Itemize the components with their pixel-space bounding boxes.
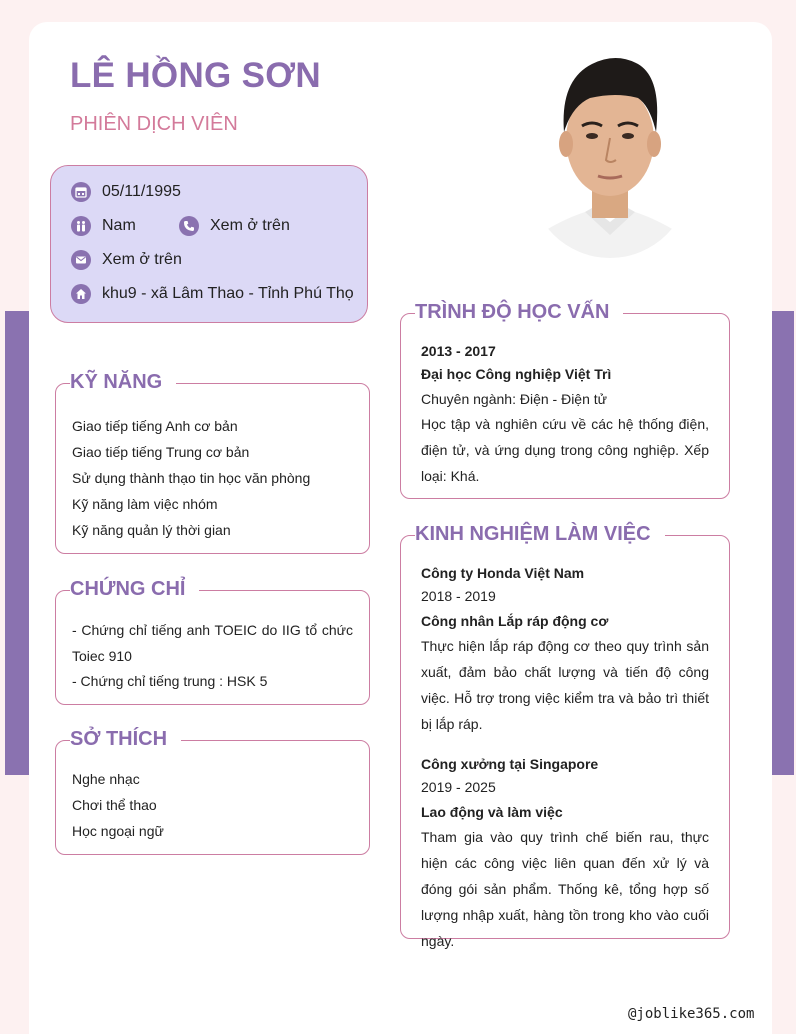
list-item: Nghe nhạc <box>72 771 140 787</box>
list-item: Chơi thể thao <box>72 797 157 813</box>
job-company: Công ty Honda Việt Nam <box>421 565 585 581</box>
gender-value: Nam <box>102 217 136 234</box>
hobbies-section <box>55 740 370 855</box>
email-value[interactable]: Xem ở trên <box>102 251 182 268</box>
gender-row <box>71 216 136 236</box>
list-item: Kỹ năng quản lý thời gian <box>72 522 231 538</box>
education-section <box>400 313 730 499</box>
watermark: @joblike365.com <box>628 1006 755 1022</box>
job-position: Lao động và làm việc <box>421 804 563 820</box>
phone-value[interactable]: Xem ở trên <box>210 217 290 234</box>
candidate-name: LÊ HỒNG SƠN <box>70 56 321 95</box>
education-school: Đại học Công nghiệp Việt Trì <box>421 366 612 382</box>
list-item: Sử dụng thành thạo tin học văn phòng <box>72 470 311 486</box>
address-row <box>71 284 354 304</box>
skills-heading: KỸ NĂNG <box>70 371 176 394</box>
hobbies-heading: SỞ THÍCH <box>70 728 181 751</box>
list-item: Kỹ năng làm việc nhóm <box>72 496 218 512</box>
gender-icon <box>71 216 91 236</box>
experience-heading: KINH NGHIỆM LÀM VIỆC <box>415 523 665 546</box>
job-years: 2019 - 2025 <box>421 779 496 795</box>
left-decor-band <box>5 311 29 775</box>
address-value: khu9 - xã Lâm Thao - Tỉnh Phú Thọ <box>102 285 354 302</box>
phone-row <box>179 216 290 236</box>
certificate-item: - Chứng chỉ tiếng trung : HSK 5 <box>72 673 268 689</box>
birthday-value: 05/11/1995 <box>102 183 181 200</box>
education-heading: TRÌNH ĐỘ HỌC VẤN <box>415 301 623 324</box>
certificate-item: - Chứng chỉ tiếng anh TOEIC do IIG tổ chức Toiec 910 <box>72 622 353 664</box>
education-description: Học tập và nghiên cứu về các hệ thống điện, điện tử, và ứng dụng trong công nghiệp. Xếp loại: Khá. <box>421 416 709 484</box>
experience-section <box>400 535 730 949</box>
job-years: 2018 - 2019 <box>421 588 496 604</box>
skills-section <box>55 383 370 554</box>
email-row <box>71 250 182 270</box>
email-icon <box>71 250 91 270</box>
home-icon <box>71 284 91 304</box>
certificates-heading: CHỨNG CHỈ <box>70 578 199 601</box>
job-description: Tham gia vào quy trình chế biến rau, thực hiện các công việc liên quan đến xử lý và đóng gói sản phẩm. Thống kê, tổng hợp số lượng nhập xuất, hàng tồn trong kho vào cuối ngày. <box>421 829 709 949</box>
list-item: Giao tiếp tiếng Trung cơ bản <box>72 444 250 460</box>
certificates-section <box>55 590 370 705</box>
contact-box <box>50 165 368 323</box>
list-item: Học ngoại ngữ <box>72 823 164 839</box>
job-title: PHIÊN DỊCH VIÊN <box>70 113 238 135</box>
calendar-icon <box>71 182 91 202</box>
phone-icon <box>179 216 199 236</box>
education-years: 2013 - 2017 <box>421 343 496 359</box>
avatar <box>530 40 690 258</box>
education-major: Chuyên ngành: Điện - Điện tử <box>421 391 608 407</box>
list-item: Giao tiếp tiếng Anh cơ bản <box>72 418 238 434</box>
job-company: Công xưởng tại Singapore <box>421 756 599 772</box>
birthday-row <box>71 182 181 202</box>
right-decor-band <box>770 311 794 775</box>
job-description: Thực hiện lắp ráp động cơ theo quy trình sản xuất, đảm bảo chất lượng và tiến độ công việc. Hỗ trợ trong việc kiểm tra và bảo trì thiết bị lắp ráp. <box>421 638 709 732</box>
job-position: Công nhân Lắp ráp động cơ <box>421 613 609 629</box>
